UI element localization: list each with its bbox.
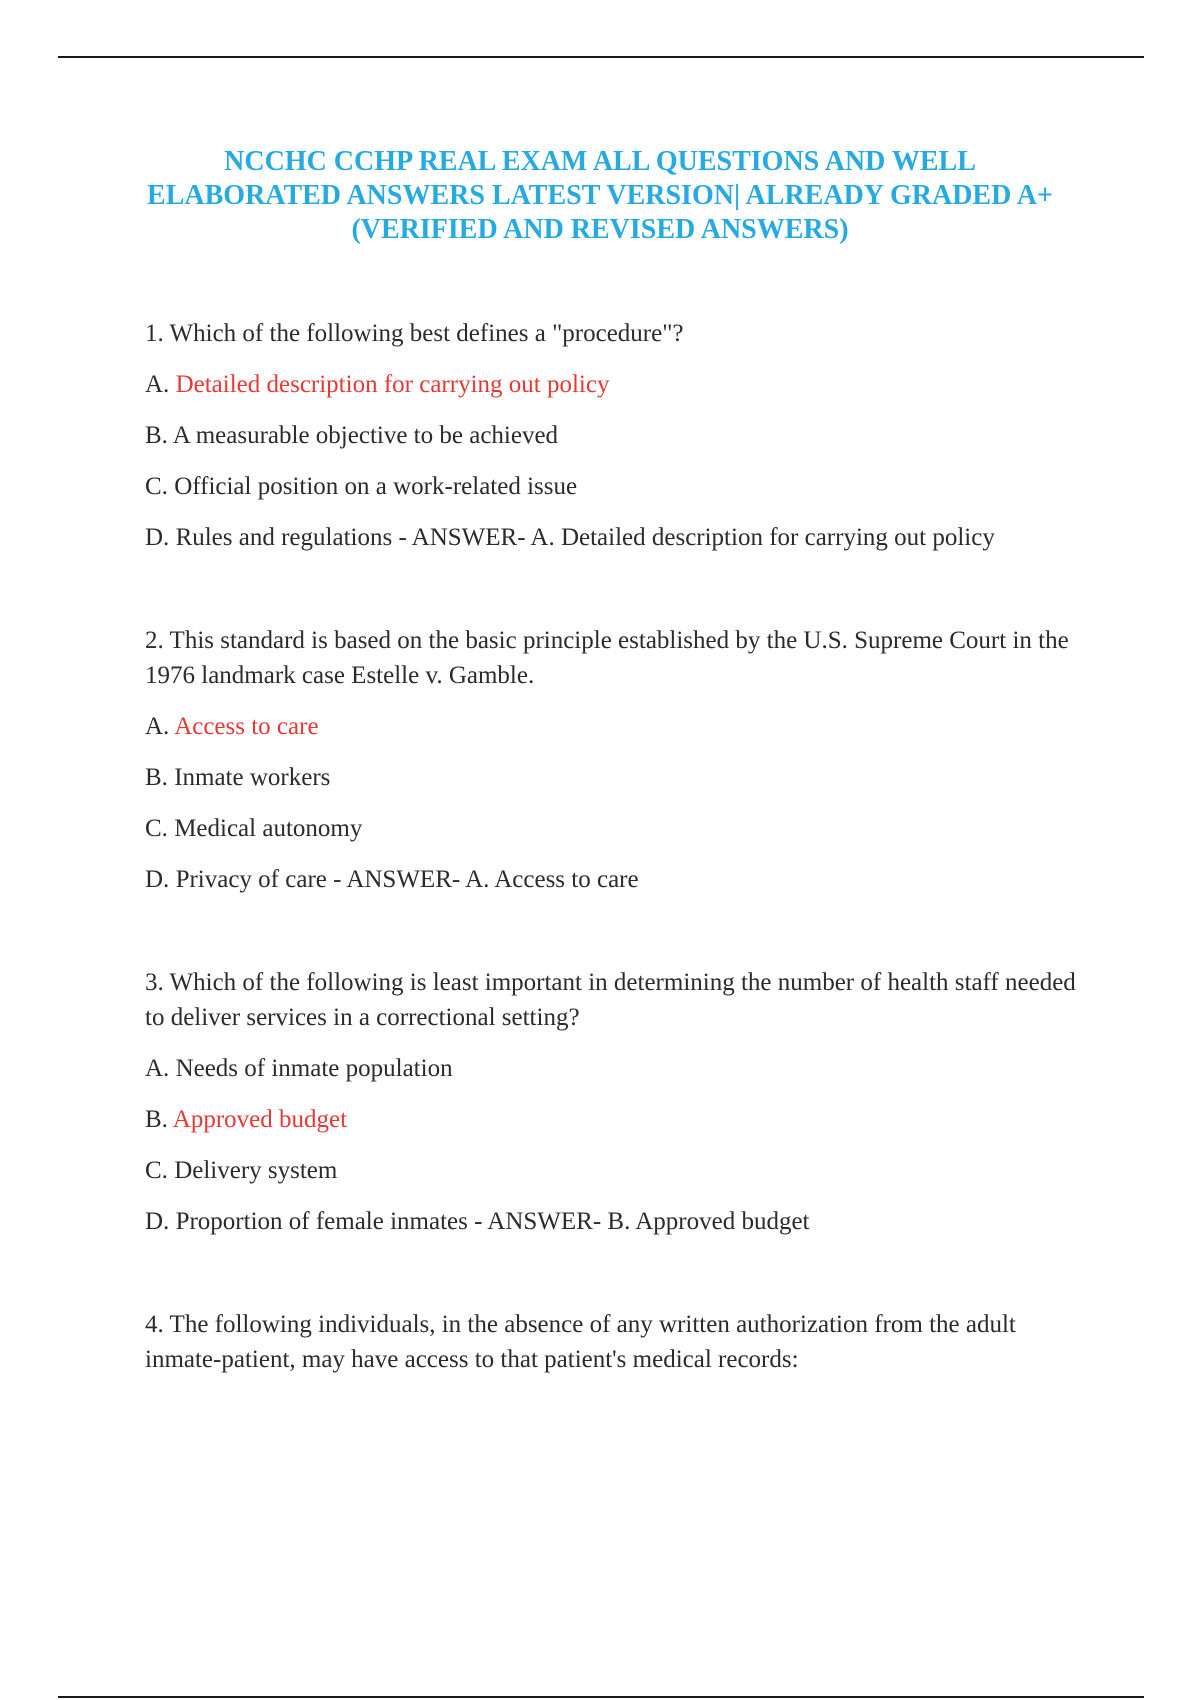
option-c (145, 811, 1080, 846)
option-b (145, 418, 1080, 453)
question-block (145, 1307, 1080, 1377)
option-prefix: B. (145, 764, 175, 791)
option-d (145, 1204, 1080, 1239)
bottom-rule (58, 1696, 1144, 1698)
option-text: Proportion of female inmates - ANSWER- B. Approved budget (175, 1208, 810, 1235)
option-c (145, 469, 1080, 504)
option-text: Official position on a work-related issue (174, 473, 578, 500)
correct-answer-text: Detailed description for carrying out policy (175, 371, 610, 398)
option-prefix: C. (145, 815, 175, 842)
option-prefix: D. (145, 866, 176, 893)
option-prefix: C. (145, 1157, 175, 1184)
option-prefix: D. (145, 524, 176, 551)
option-prefix: C. (145, 473, 175, 500)
option-prefix: A. (145, 1055, 176, 1082)
question-text: 1. Which of the following best defines a "procedure"? (145, 320, 684, 347)
question-text: 2. This standard is based on the basic principle established by the U.S. Supreme Court in the 1976 landmark case Estelle v. Gamble. (145, 627, 1069, 689)
option-prefix: B. (145, 422, 173, 449)
correct-answer-text: Approved budget (172, 1106, 348, 1133)
option-d (145, 520, 1080, 555)
option-c (145, 1153, 1080, 1188)
title-line: ELABORATED ANSWERS LATEST VERSION| ALREADY GRADED A+ (147, 180, 1053, 211)
option-text: Delivery system (174, 1157, 338, 1184)
title-line: NCCHC CCHP REAL EXAM ALL QUESTIONS AND WELL (224, 146, 976, 177)
option-text: Rules and regulations - ANSWER- A. Detailed description for carrying out policy (175, 524, 995, 551)
option-a (145, 367, 1080, 402)
question-block (145, 316, 1080, 555)
top-rule (58, 56, 1144, 58)
option-b (145, 1102, 1080, 1137)
document-title (120, 145, 1080, 247)
option-prefix: A. (145, 371, 176, 398)
option-text: Medical autonomy (174, 815, 363, 842)
option-prefix: D. (145, 1208, 176, 1235)
title-line: (VERIFIED AND REVISED ANSWERS) (351, 214, 849, 245)
option-prefix: A. (145, 713, 175, 740)
question-block (145, 623, 1080, 897)
question-list (145, 316, 1080, 1393)
option-text: Privacy of care - ANSWER- A. Access to care (175, 866, 639, 893)
correct-answer-text: Access to care (174, 713, 319, 740)
question-block (145, 965, 1080, 1239)
option-a (145, 709, 1080, 744)
option-text: Needs of inmate population (175, 1055, 453, 1082)
question-text: 3. Which of the following is least important in determining the number of health staff needed to deliver services in a correctional setting? (145, 969, 1076, 1031)
option-text: Inmate workers (174, 764, 331, 791)
option-prefix: B. (145, 1106, 173, 1133)
question-text: 4. The following individuals, in the absence of any written authorization from the adult inmate-patient, may have access to that patient's medical records: (145, 1311, 1016, 1373)
option-text: A measurable objective to be achieved (172, 422, 559, 449)
option-b (145, 760, 1080, 795)
option-a (145, 1051, 1080, 1086)
option-d (145, 862, 1080, 897)
